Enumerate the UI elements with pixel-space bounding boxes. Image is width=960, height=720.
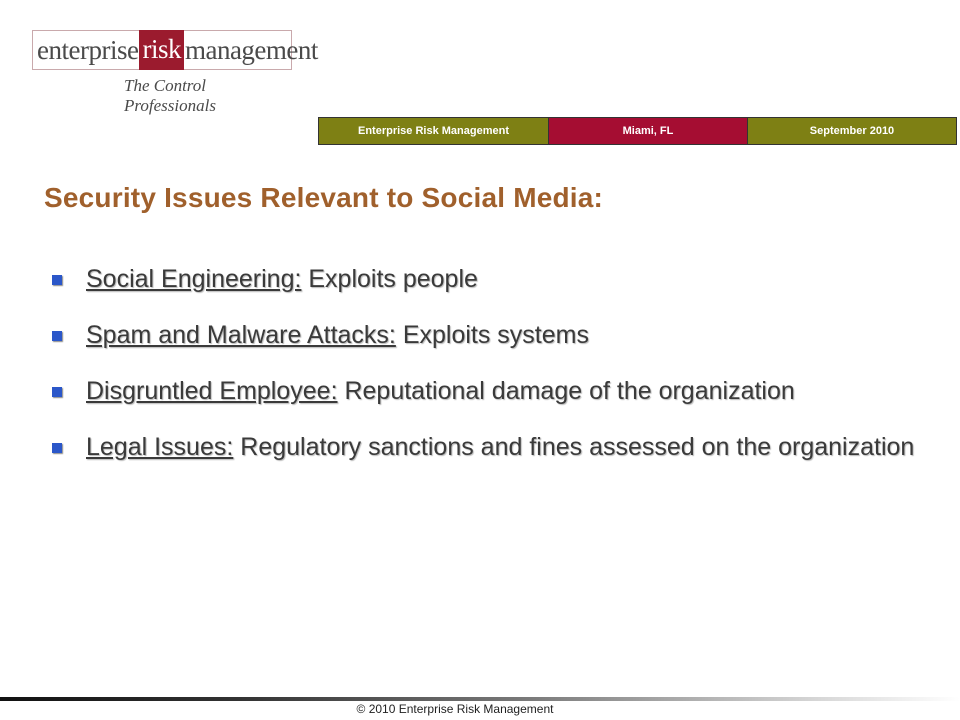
square-bullet-icon [52,275,62,285]
copyright-notice: © 2010 Enterprise Risk Management [356,702,554,716]
bullet-item [52,262,922,296]
logo-word-management: management [184,34,318,65]
bullet-text: Exploits people [301,265,478,293]
bullet-term: Social Engineering: [86,265,302,293]
logo-wordmark [32,30,318,70]
square-bullet-icon [52,387,62,397]
square-bullet-icon [52,331,62,341]
logo-word-enterprise: enterprise [37,34,139,65]
bullet-list [52,262,922,486]
bullet-item [52,374,922,408]
bullet-text: Exploits systems [395,321,589,349]
company-logo [32,24,318,115]
bullet-term: Disgruntled Employee: [86,377,338,405]
slide-title: Security Issues Relevant to Social Media: [44,182,604,213]
header-date: September 2010 [747,117,957,145]
square-bullet-icon [52,443,62,453]
footer-divider [0,697,960,701]
bullet-item [52,318,922,352]
bullet-text: Regulatory sanctions and fines assessed on the organization [233,433,915,461]
bullet-term: Spam and Malware Attacks: [86,321,396,349]
header-location: Miami, FL [548,117,748,145]
header-strip [318,117,957,145]
header-company: Enterprise Risk Management [318,117,549,145]
bullet-text: Reputational damage of the organization [337,377,795,405]
bullet-term: Legal Issues: [86,433,234,461]
bullet-item [52,430,922,464]
logo-word-risk: risk [139,30,184,70]
logo-tagline: The Control Professionals [124,76,216,115]
